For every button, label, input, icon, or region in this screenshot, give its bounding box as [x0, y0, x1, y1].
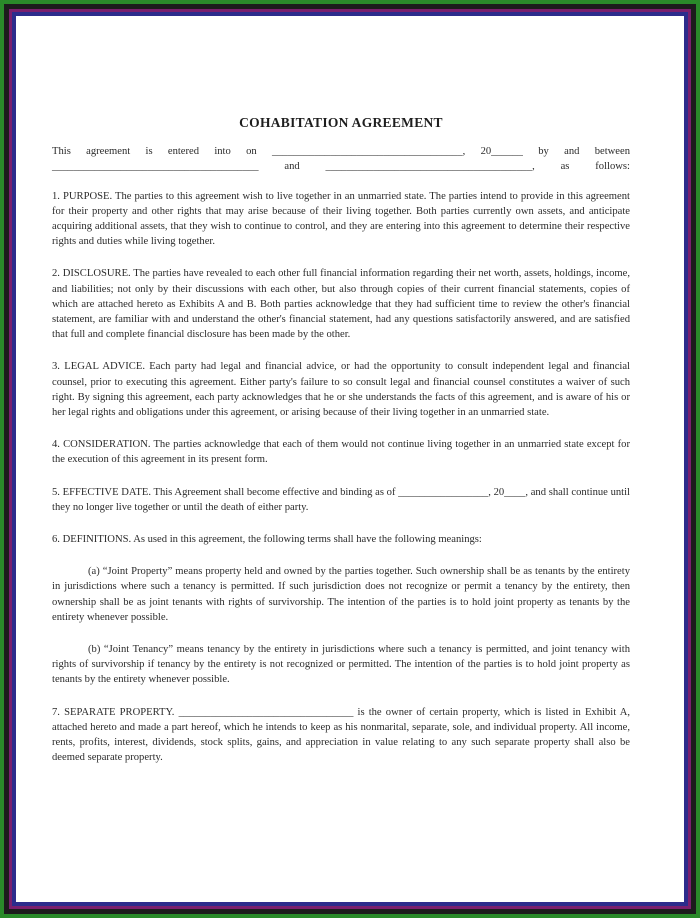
intro-line-1: This agreement is entered into on ____________________________________, 20______ by and between — [52, 146, 630, 158]
section-disclosure: 2. DISCLOSURE. The parties have revealed to each other full financial information regarding their net worth, assets, holdings, income, and liabilities; not only by their discussions with each other, but also through copies of their current financial statements, copies of which are attached hereto as Exhibits A and B. Both parties acknowledge that they had sufficient time to review the other's financial statement, are familiar with and understand the other's financial statement, had any questions satisfactorily answered, and are satisfied that full and complete financial disclosure has been made by the other. — [52, 268, 630, 341]
document-title: COHABITATION AGREEMENT — [239, 115, 443, 130]
intro-paragraph — [52, 144, 630, 174]
definition-joint-property: (a) “Joint Property” means property held and owned by the parties together. Such ownership shall be as tenants by the entirety in jurisdictions where such a tenancy is permitted. If such jurisdiction does not recognize or permit a tenancy by the entirety, then ownership shall be as joint tenants with rights of survivorship. The intention of the parties is to hold joint property as tenants by the entirety whenever possible. — [52, 566, 630, 623]
section-effective-date: 5. EFFECTIVE DATE. This Agreement shall become effective and binding as of _________________, 20____, and shall continue until they no longer live together or until the death of either party. — [52, 486, 630, 513]
section-purpose: 1. PURPOSE. The parties to this agreement wish to live together in an unmarried state. The parties intend to provide in this agreement for their property and other rights that may arise because of their living together. Both parties currently own assets, and anticipate acquiring additional assets, that they wish to continue to control, and they are entering into this agreement to determine their respective rights and duties while living together. — [52, 190, 630, 248]
section-consideration: 4. CONSIDERATION. The parties acknowledge that each of them would not continue living together in an unmarried state except for the execution of this agreement in its present form. — [52, 439, 630, 466]
section-legal-advice: 3. LEGAL ADVICE. Each party had legal and financial advice, or had the opportunity to consult independent legal and financial counsel, prior to executing this agreement. Either party's failure to so consult legal and financial counsel constitutes a waiver of such right. By signing this agreement, each party acknowledges that he or she understands the facts of this agreement, and is aware of his or her legal rights and obligations under this agreement, or arising because of their living together in an unmarried state. — [52, 361, 630, 419]
definition-joint-tenancy: (b) “Joint Tenancy” means tenancy by the entirety in jurisdictions where such a tenancy is permitted, and joint tenancy with rights of survivorship if tenancy by the entirety is not recognized or permitted. The intention of the parties is to hold joint property as tenants by the entirety whenever possible. — [52, 644, 630, 686]
section-separate-property: 7. SEPARATE PROPERTY. _________________________________ is the owner of certain property, which is listed in Exhibit A, attached hereto and made a part hereof, which he intends to keep as his nonmarital, separate, sole, and individual property. All income, rents, profits, interest, dividends, stock splits, gains, and appreciation in value relating to any such separate property shall also be deemed separate property. — [52, 706, 630, 764]
document-body — [52, 115, 630, 783]
section-definitions: 6. DEFINITIONS. As used in this agreement, the following terms shall have the following meanings: — [52, 534, 482, 546]
intro-line-2: _______________________________________ and _______________________________________, as follows: — [52, 161, 630, 173]
